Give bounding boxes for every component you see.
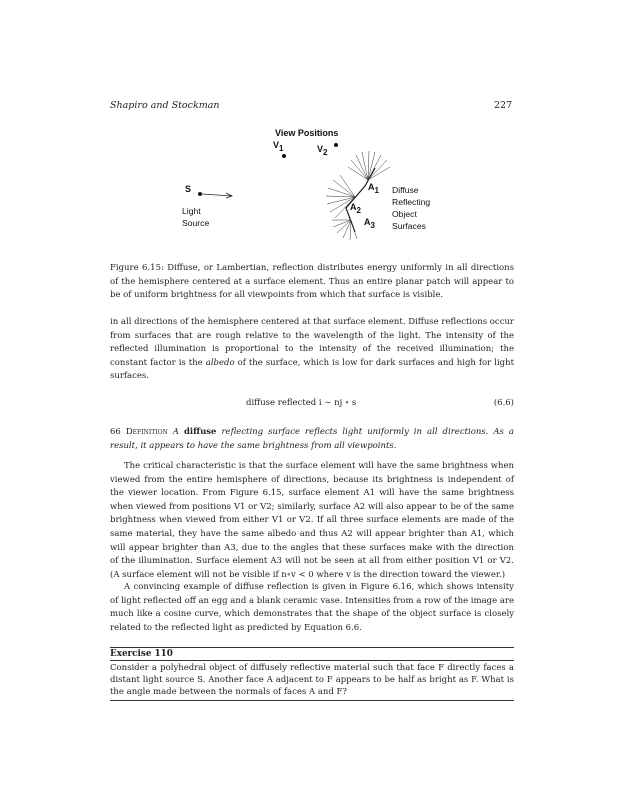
source-s-label: S	[185, 184, 192, 194]
running-header-authors: Shapiro and Stockman	[110, 100, 220, 111]
a2-label: A2	[350, 202, 361, 215]
exercise-title: Exercise 110	[110, 649, 514, 661]
v1-point	[282, 154, 286, 158]
diffuse-label-3: Object	[392, 209, 417, 219]
light-source-label-2: Source	[182, 218, 210, 228]
v2-label: V2	[317, 144, 328, 157]
a3-label: A3	[364, 217, 375, 230]
diffuse-reflection-figure	[170, 122, 440, 252]
body-paragraph-egg-example: A convincing example of diffuse reflection is given in Figure 6.16, which shows intensity of light reflected off an egg and a blank ceramic vase. Intensities from a row of the image are much like a cosine curve, which demonstrates that the shape of the object surface is closely related to the reflected light as predicted by Equation 6.6.	[110, 582, 514, 633]
exercise-body: Consider a polyhedral object of diffusely reflective material such that face F directly faces a distant light source S. Another face A adjacent to F appears to be half as bright as F. What is the angle made between the normals of faces A and F?	[110, 663, 514, 697]
equation-6-6	[110, 398, 514, 412]
definition-66: 66 Definition A diffuse reflecting surface reflects light uniformly in all directions. As a result, it appears to have the same brightness from all viewpoints.	[110, 427, 514, 451]
v2-point	[334, 143, 338, 147]
a1-label: A1	[368, 182, 379, 195]
light-ray-arrow	[202, 194, 232, 196]
body-paragraph-albedo: in all directions of the hemisphere centered at that surface element. Diffuse reflections occur from surfaces that are rough relative to the wavelength of the light. The intensity of the reflected illumination is proportional to the intensity of the received illumination; the constant factor is the albedo of the surface, which is low for dark surfaces and high for light surfaces.	[110, 317, 515, 382]
page-number: 227	[494, 100, 513, 111]
light-source-label-1: Light	[182, 206, 201, 216]
diffuse-label-1: Diffuse	[392, 185, 419, 195]
exercise-box	[110, 647, 514, 701]
equation-number: (6.6)	[493, 398, 514, 408]
a3-reflection-rays	[332, 220, 357, 240]
v1-label: V1	[273, 140, 284, 153]
figure-caption: Figure 6.15: Diffuse, or Lambertian, reflection distributes energy uniformly in all directions of the hemisphere centered at a surface element. Thus an entire planar patch will appear to be of uniform brightness for all viewpoints from which that surface is visible.	[110, 263, 514, 301]
albedo-term: albedo	[205, 357, 235, 368]
equation-formula: diffuse reflected i ∼ nj ∘ s	[246, 398, 357, 408]
a1-reflection-rays	[348, 151, 390, 180]
diffuse-label-2: Reflecting	[392, 197, 431, 207]
view-positions-label: View Positions	[275, 128, 339, 138]
body-paragraph-critical: The critical characteristic is that the surface element will have the same brightness when viewed from the entire hemisphere of directions, because its brightness is independent of the viewer location. From Figure 6.15, surface element A1 will have the same brightness when viewed from positions V1 or V2; similarly, surface A2 will also appear to be of the same brightness when viewed from either V1 or V2. If all three surface elements are made of the same material, they have the same albedo and thus A2 will appear brighter than A1, which will appear brighter than A3, due to the angles that these surfaces make with the direction of the illumination. Surface element A3 will not be seen at all from either position V1 or V2. (A surface element will not be visible if n∘v < 0 where v is the direction toward the viewer.)	[110, 461, 514, 580]
source-point	[198, 192, 202, 196]
diffuse-label-4: Surfaces	[392, 221, 426, 231]
